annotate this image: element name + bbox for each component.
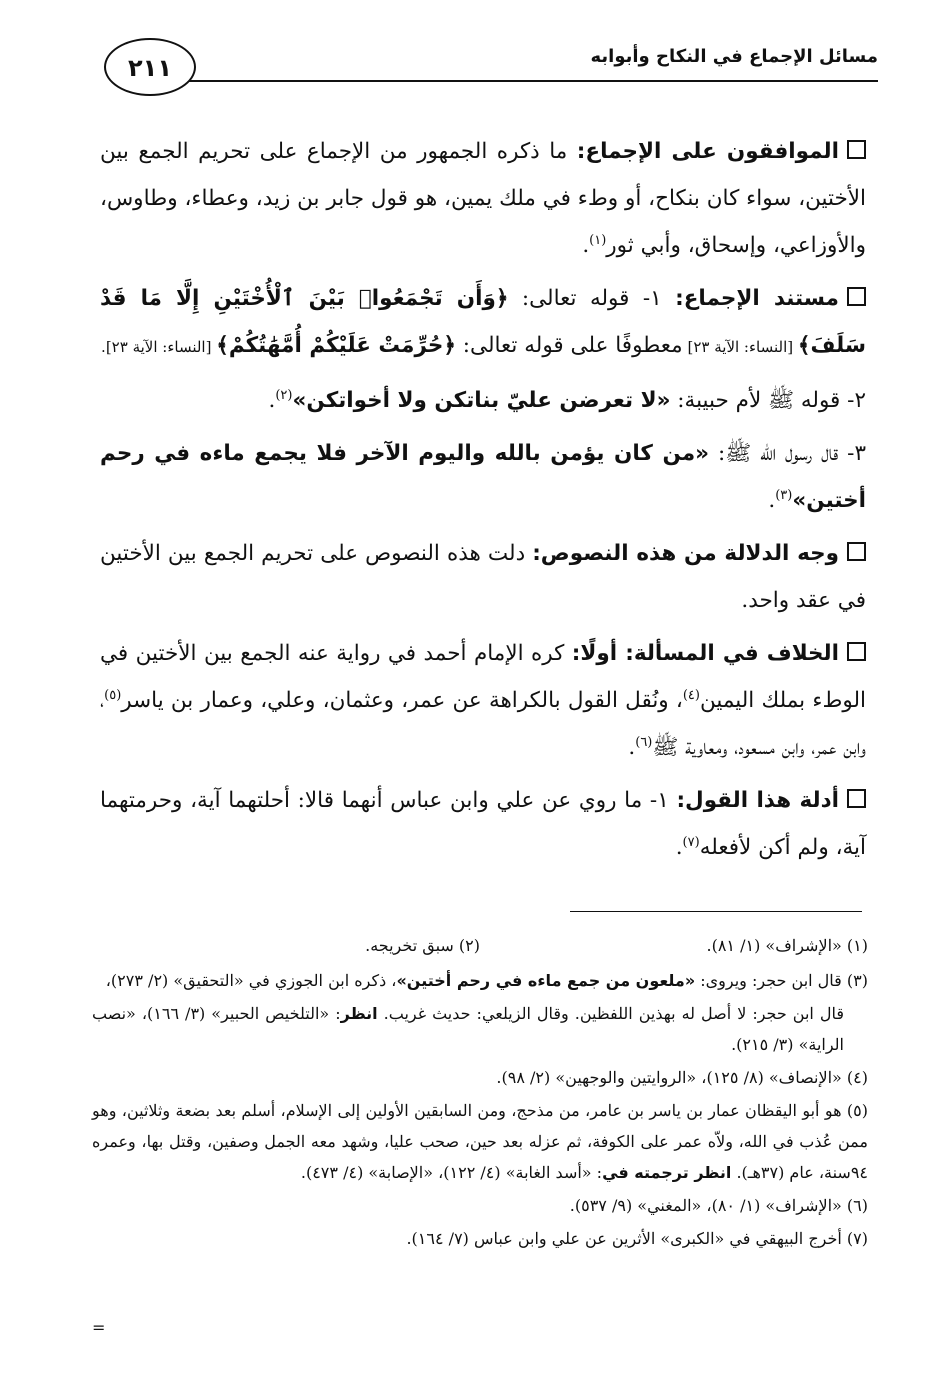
footnote-ref[interactable]: (٢) <box>275 387 293 403</box>
footnote-3-continued <box>92 998 868 1060</box>
paragraph-text: ٣- قال رسول الله ﷺ: <box>709 441 866 466</box>
paragraph-evidence-2 <box>100 377 866 424</box>
paragraph-basis <box>100 275 866 371</box>
page-number: ٢١١ <box>104 38 196 96</box>
paragraph-disagreement <box>100 630 866 771</box>
footnote-separator <box>570 911 862 912</box>
footnote-text: (٥) هو أبو اليقظان عمار بن ياسر بن عامر، من مذحج، ومن السابقين الأولين إلى الإسلام، أسلم بعد بضعة وثلاثين، وهو ممن عُذب في الله، ولاّه عمر على الكوفة، ثم عزله بعد حين، صحب عليا، وشهد معه الجمل وصفين، وقتل بها، وعمره ٩٤سنة، عام (٣٧هـ). <box>92 1101 869 1182</box>
verse-reference: [النساء: الآية ٢٣]. <box>101 338 217 356</box>
paragraph-text: ٢- قوله ﷺ لأم حبيبة: <box>670 388 866 413</box>
footnote-emphasis: انظر ترجمته في <box>602 1163 732 1182</box>
header-rule <box>188 80 878 82</box>
footnote-ref[interactable]: (٥) <box>104 687 122 703</box>
paragraph-text: دلت هذه النصوص على تحريم الجمع بين الأختين في عقد واحد. <box>100 541 866 613</box>
footnote-text: قال ابن حجر: لا أصل له بهذين اللفظين. وقال الزيلعي: حديث غريب. <box>377 1004 845 1023</box>
footnote-3 <box>92 965 868 996</box>
footnote-ref[interactable]: (٣) <box>775 487 793 503</box>
paragraph-heading: أدلة هذا القول: <box>676 788 839 813</box>
paragraph-heading: الموافقون على الإجماع: <box>576 139 839 164</box>
paragraph-evidence-3 <box>100 430 866 524</box>
footnote-5 <box>92 1095 868 1188</box>
hadith-quote: «من كان يؤمن بالله واليوم الآخر فلا يجمع ماءه في رحم أختين» <box>100 441 866 513</box>
footnote-ref[interactable]: (١) <box>589 232 607 248</box>
footnote-7: (٧) أخرج البيهقي في «الكبرى» الأثرين عن علي وابن عباس (٧/ ١٦٤). <box>406 1229 868 1248</box>
paragraph-text: ١- ما روي عن علي وابن عباس أنهما قالا: أحلتهما آية، وحرمتهما آية، ولم أكن لأفعله <box>100 788 866 860</box>
footnote-emphasis: انظر <box>340 1004 378 1023</box>
footnote-ref[interactable]: (٤) <box>682 687 700 703</box>
running-header <box>96 38 878 98</box>
square-bullet-icon <box>847 789 866 808</box>
running-title: مسائل الإجماع في النكاح وأبوابه <box>590 46 878 67</box>
paragraph-agreement <box>100 128 866 269</box>
footnote-6: (٦) «الإشراف» (١/ ٨٠)، «المغني» (٩/ ٥٣٧). <box>569 1196 868 1215</box>
paragraph-end: . <box>268 388 276 413</box>
paragraph-end: . <box>628 735 636 760</box>
paragraph-text: ، ونُقل القول بالكراهة عن عمر، وعثمان، وعلي، وعمار بن ياسر <box>121 688 683 713</box>
footnote-emphasis: «ملعون من جمع ماءه في رحم أختين» <box>396 971 696 990</box>
quran-quote: ﴿حُرِّمَتْ عَلَيْكُمْ أُمَّهَٰتُكُمْ﴾ <box>216 333 456 358</box>
footnote-text: ، ذكره ابن الجوزي في «التحقيق» (٢/ ٢٧٣)، <box>105 971 397 990</box>
square-bullet-icon <box>847 542 866 561</box>
footnotes <box>92 928 868 1256</box>
verse-reference: [النساء: الآية ٢٣] <box>682 338 798 356</box>
main-text <box>100 128 866 877</box>
paragraph-end: . <box>768 488 776 513</box>
footnote-row <box>92 928 868 963</box>
square-bullet-icon <box>847 642 866 661</box>
footnote-text: : «أسد الغابة» (٤/ ١٢٢)، «الإصابة» (٤/ ٤٧٣). <box>300 1163 603 1182</box>
paragraph-heading: الخلاف في المسألة: أولًا: <box>571 641 839 666</box>
paragraph-proofs <box>100 777 866 871</box>
paragraph-text: ما ذكره الجمهور من الإجماع على تحريم الجمع بين الأختين، سواء كان بنكاح، أو وطء في ملك يمين، هو قول جابر بن زيد، وعطاء، وطاوس، والأوزاعي، وإسحاق، وأبي ثور <box>100 139 866 258</box>
paragraph-indication <box>100 530 866 624</box>
paragraph-heading: مستند الإجماع: <box>675 286 839 311</box>
footnote-2: (٢) سبق تخريجه. <box>365 936 480 955</box>
quran-quote: ﴿وَأَن تَجْمَعُوا۟ بَيْنَ ٱلْأُخْتَيْنِ إِلَّا مَا قَدْ سَلَفَ﴾ <box>100 286 866 358</box>
hadith-quote: «لا تعرضن عليّ بناتكن ولا أخواتكن» <box>292 388 671 413</box>
footnote-4: (٤) «الإنصاف» (٨/ ١٢٥)، «الروايتين والوجهين» (٢/ ٩٨). <box>496 1068 868 1087</box>
footnote-text: : «التلخيص الحبير» (٣/ ١٦٦)، «نصب الراية» (٣/ ٢١٥). <box>92 1004 844 1054</box>
square-bullet-icon <box>847 287 866 306</box>
paragraph-end: . <box>675 835 683 860</box>
footnote-1: (١) «الإشراف» (١/ ٨١). <box>706 936 868 955</box>
paragraph-text: ، وابن عمر، وابن مسعود، ومعاوية ﷺ <box>100 688 866 760</box>
footnote-text: (٣) قال ابن حجر: ويروى: <box>695 971 868 990</box>
paragraph-text: ١- قوله تعالى: <box>508 286 676 311</box>
paragraph-text: كره الإمام أحمد في رواية عنه الجمع بين الأختين في الوطء بملك اليمين <box>100 641 866 713</box>
paragraph-text: معطوفًا على قوله تعالى: <box>455 333 683 358</box>
paragraph-end: . <box>582 233 590 258</box>
square-bullet-icon <box>847 140 866 159</box>
footnote-ref[interactable]: (٦) <box>635 734 653 750</box>
paragraph-heading: وجه الدلالة من هذه النصوص: <box>532 541 839 566</box>
printer-mark: = <box>92 1318 106 1337</box>
footnote-ref[interactable]: (٧) <box>682 834 700 850</box>
